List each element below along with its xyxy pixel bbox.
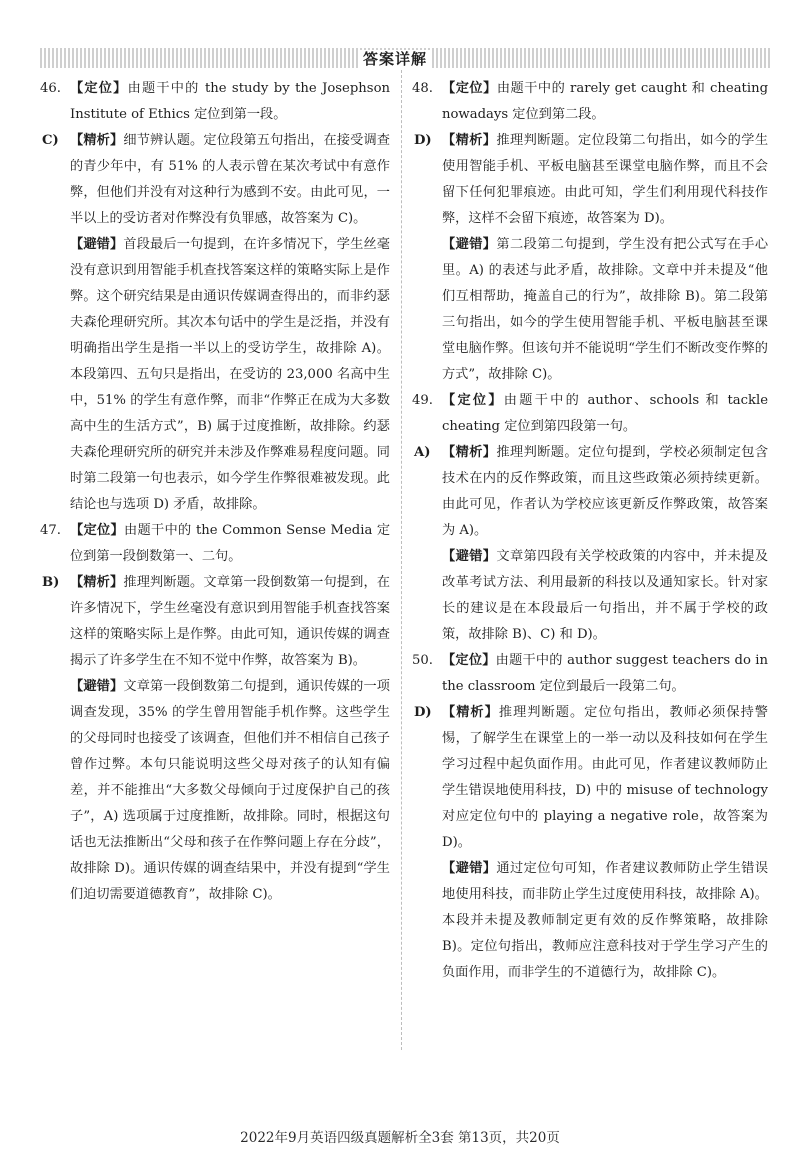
item-text: 第二段第二句提到，学生没有把公式写在手心里。A) 的表述与此矛盾，故排除。文章中并未提及“他们互相帮助，掩盖自己的行为”，故排除 B)。第二段第三句指出，如今的学生使用智能手机、平板电脑甚至课堂电脑作弊。但该句并不能说明“学生们不断改变作弊的方式”，故排除 C)。 [442,237,769,382]
item-text: 推理判断题。文章第一段倒数第一句提到，在许多情况下，学生丝毫没有意识到用智能手机查找答案这样的策略实际上是作弊。由此可知，通识传媒的调查揭示了许多学生在不知不觉中作弊，故答案为 B)。 [70,575,390,668]
item-47-locate [40,518,390,570]
item-text: 推理判断题。定位句提到，学校必须制定包含技术在内的反作弊政策，而且这些政策必须持续更新。由此可见，作者认为学校应该更新反作弊政策，故答案为 A)。 [442,445,769,538]
locate-tag: 【定位】 [70,523,124,538]
pitfall-tag: 【避错】 [442,549,497,564]
analysis-tag: 【精析】 [70,133,124,148]
item-48-pitfall [412,232,768,388]
item-46-locate [40,76,390,128]
item-47-pitfall [40,674,390,908]
left-column [40,76,390,908]
question-number: 49. [412,393,433,408]
analysis-tag: 【精析】 [70,575,124,590]
item-text: 推理判断题。定位句指出，教师必须保持警惕，了解学生在课堂上的一举一动以及科技如何在学生学习过程中起负面作用。由此可见，作者建议教师防止学生错误地使用科技，D) 中的 misuse of technology 对应定位句中的 playing a negative role，故答案为 D)。 [442,705,768,850]
answer-letter: C) [42,133,59,148]
locate-tag: 【定位】 [442,653,496,668]
item-49-analysis [412,440,768,544]
item-text: 首段最后一句提到，在许多情况下，学生丝毫没有意识到用智能手机查找答案这样的策略实际上是作弊。这个研究结果是由通识传媒调查得出的，而非约瑟夫森伦理研究所。其次本句话中的学生是泛指，并没有明确指出学生是指一半以上的受访学生，故排除 A)。本段第四、五句只是指出，在受访的 23,000 名高中生中，51% 的学生有意作弊，而非“作弊正在成为大多数高中生的生活方式”，B) 属于过度推断，故排除。约瑟夫森伦理研究所的研究并未涉及作弊难易程度问题。同时第二段第一句也表示，如今学生作弊很难被发现。此结论也与选项 D) 矛盾，故排除。 [70,237,390,512]
pitfall-tag: 【避错】 [442,861,497,876]
locate-tag: 【定位】 [442,393,504,408]
pitfall-tag: 【避错】 [70,679,124,694]
item-text: 由题干中的 the study by the Josephson Institute of Ethics 定位到第一段。 [70,81,391,122]
item-text: 由题干中的 author suggest teachers do in the classroom 定位到最后一段第二句。 [442,653,769,694]
right-column [412,76,768,986]
analysis-tag: 【精析】 [442,133,497,148]
item-50-analysis [412,700,768,856]
answer-letter: D) [414,133,432,148]
item-text: 通过定位句可知，作者建议教师防止学生错误地使用科技，而非防止学生过度使用科技，故排除 A)。本段并未提及教师制定更有效的反作弊策略，故排除 B)。定位句指出，教师应注意科技对于学生学习产生的负面作用，而非学生的不道德行为，故排除 C)。 [442,861,769,980]
question-number: 48. [412,81,433,96]
answer-letter: B) [42,575,60,590]
analysis-tag: 【精析】 [442,705,499,720]
item-text: 推理判断题。定位段第二句指出，如今的学生使用智能手机、平板电脑甚至课堂电脑作弊，而且不会留下任何犯罪痕迹。由此可知，学生们利用现代科技作弊，这样不会留下痕迹，故答案为 D)。 [442,133,769,226]
locate-tag: 【定位】 [70,81,128,96]
locate-tag: 【定位】 [442,81,497,96]
item-text: 文章第四段有关学校政策的内容中，并未提及改革考试方法、利用最新的科技以及通知家长。针对家长的建议是在本段最后一句指出，并不属于学校的政策，故排除 B)、C) 和 D)。 [442,549,769,642]
question-number: 46. [40,81,61,96]
item-48-locate [412,76,768,128]
item-46-pitfall [40,232,390,518]
question-number: 47. [40,523,61,538]
item-text: 文章第一段倒数第二句提到，通识传媒的一项调查发现，35% 的学生曾用智能手机作弊。这些学生的父母同时也接受了该调查，但他们并不相信自己孩子曾作过弊。本句只能说明这些父母对孩子的认知有偏差，并不能推出“大多数父母倾向于过度保护自己的孩子”，A) 选项属于过度推断，故排除。同时，根据这句话也无法推断出“父母和孩子在作弊问题上存在分歧”，故排除 D)。通识传媒的调查结果中，并没有提到“学生们迫切需要道德教育”，故排除 C)。 [70,679,390,902]
item-46-analysis [40,128,390,232]
item-text: 细节辨认题。定位段第五句指出，在接受调查的青少年中，有 51% 的人表示曾在某次考试中有意作弊，但他们并没有对这种行为感到不安。由此可见，一半以上的受访者对作弊没有负罪感，故答案为 C)。 [70,133,390,226]
item-49-pitfall [412,544,768,648]
answer-letter: A) [414,445,431,460]
item-text: 由题干中的 the Common Sense Media 定位到第一段倒数第一、二句。 [70,523,391,564]
item-48-analysis [412,128,768,232]
item-text: 由题干中的 author、schools 和 tackle cheating 定位到第四段第一句。 [442,393,769,434]
question-number: 50. [412,653,433,668]
page-footer: 2022年9月英语四级真题解析全3套 第13页，共20页 [240,1130,560,1146]
column-divider [401,70,402,1050]
pitfall-tag: 【避错】 [442,237,497,252]
item-47-analysis [40,570,390,674]
page-header-title: 答案详解 [358,50,432,70]
item-50-pitfall [412,856,768,986]
answer-letter: D) [414,705,432,720]
analysis-tag: 【精析】 [442,445,497,460]
item-text: 由题干中的 rarely get caught 和 cheating nowadays 定位到第二段。 [442,81,769,122]
item-50-locate [412,648,768,700]
item-49-locate [412,388,768,440]
pitfall-tag: 【避错】 [70,237,124,252]
